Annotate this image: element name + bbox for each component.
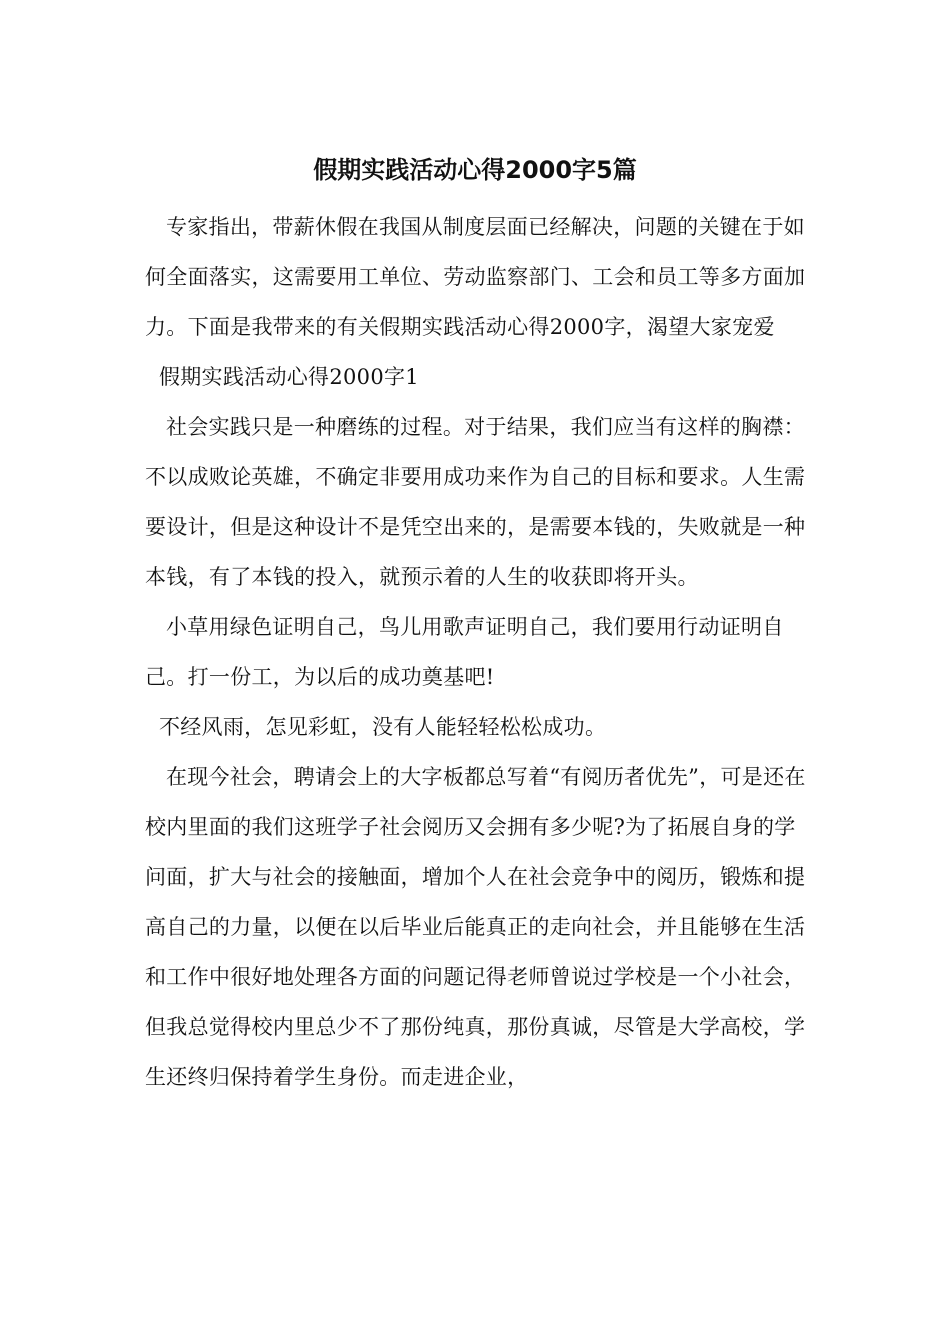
document-title: 假期实践活动心得2000字5篇 — [313, 156, 637, 184]
section-heading-1: 假期实践活动心得2000字1 — [145, 365, 419, 389]
paragraph-society: 在现今社会，聘请会上的大字板都总写着“有阅历者优先”，可是还在校内里面的我们这班学子社会阅历又会拥有多少呢?为了拓展自身的学问面，扩大与社会的接触面，增加个人在社会竞争中的阅历，锻炼和提高自己的力量，以便在以后毕业后能真正的走向社会，并且能够在生活和工作中很好地处理各方面的问题记得老师曾说过学校是一个小社会，但我总觉得校内里总少不了那份纯真，那份真诚，尽管是大学高校，学生还终归保持着学生身份。而走进企业， — [145, 765, 806, 1089]
paragraph-rainbow: 不经风雨，怎见彩虹，没有人能轻轻松松成功。 — [145, 715, 607, 739]
paragraph-practice: 社会实践只是一种磨练的过程。对于结果，我们应当有这样的胸襟：不以成败论英雄，不确定非要用成功来作为自己的目标和要求。人生需要设计，但是这种设计不是凭空出来的，是需要本钱的，失败就是一种本钱，有了本钱的投入，就预示着的人生的收获即将开头。 — [145, 415, 806, 589]
document-body — [145, 202, 813, 1102]
paragraph-intro: 专家指出，带薪休假在我国从制度层面已经解决，问题的关键在于如何全面落实，这需要用工单位、劳动监察部门、工会和员工等多方面加力。下面是我带来的有关假期实践活动心得2000字，渴望大家宠爱 — [145, 215, 806, 339]
paragraph-grass: 小草用绿色证明自己，鸟儿用歌声证明自己，我们要用行动证明自己。打一份工，为以后的成功奠基吧! — [145, 615, 784, 689]
